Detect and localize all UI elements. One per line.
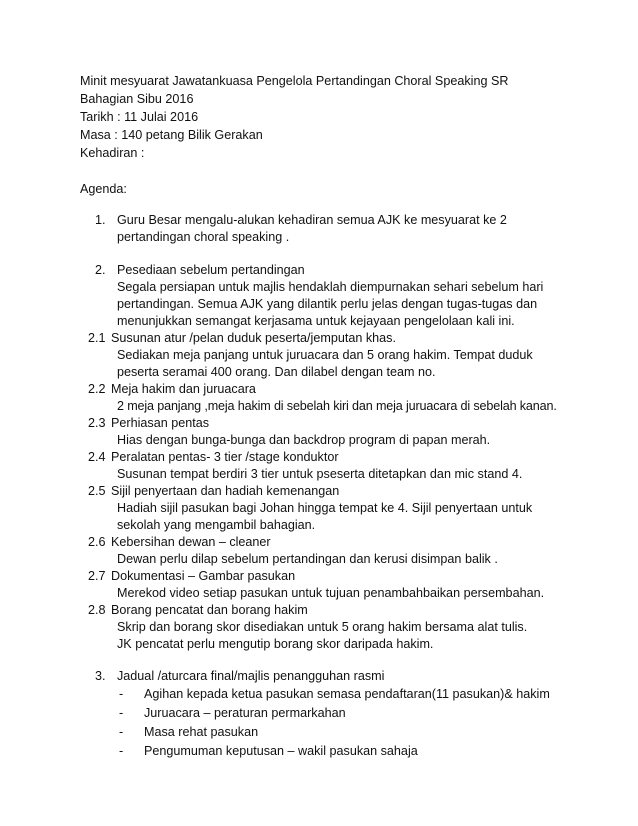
meeting-date: Tarikh : 11 Julai 2016	[80, 110, 199, 124]
agenda-item-line: pertandingan. Semua AJK yang dilantik perlu jelas dengan tugas-tugas dan	[117, 297, 538, 311]
subitem-number: 2.3	[88, 416, 106, 430]
subitem-number: 2.4	[88, 450, 106, 464]
meeting-subtitle: Bahagian Sibu 2016	[80, 92, 194, 106]
subitem-title: Sijil penyertaan dan hadiah kemenangan	[111, 484, 340, 498]
subitem-number: 2.8	[88, 603, 106, 617]
agenda-item-line: Pesediaan sebelum pertandingan	[117, 263, 305, 277]
subitem-title: Borang pencatat dan borang hakim	[111, 603, 308, 617]
subitem-number: 2.2	[88, 382, 106, 396]
agenda-item-title: Jadual /aturcara final/majlis penangguhan rasmi	[117, 669, 385, 683]
agenda-item-line: Guru Besar mengalu-alukan kehadiran semua AJK ke mesyuarat ke 2	[117, 213, 507, 227]
agenda-item-line: pertandingan choral speaking .	[117, 230, 290, 244]
meeting-title: Minit mesyuarat Jawatankuasa Pengelola Pertandingan Choral Speaking SR	[80, 74, 509, 88]
subitem-line: 2 meja panjang ,meja hakim di sebelah kiri dan meja juruacara di sebelah kanan.	[117, 399, 557, 413]
bullet-item: Masa rehat pasukan	[144, 725, 259, 739]
bullet-marker: -	[119, 744, 124, 758]
subitem-line: Hias dengan bunga-bunga dan backdrop program di papan merah.	[117, 433, 491, 447]
subitem-line: Hadiah sijil pasukan bagi Johan hingga tempat ke 4. Sijil penyertaan untuk	[117, 501, 533, 515]
subitem-title: Kebersihan dewan – cleaner	[111, 535, 271, 549]
subitem-title: Peralatan pentas- 3 tier /stage konduktor	[111, 450, 339, 464]
agenda-item-number: 3.	[95, 669, 106, 683]
subitem-title: Susunan atur /pelan duduk peserta/jemputan khas.	[111, 331, 396, 345]
subitem-number: 2.7	[88, 569, 106, 583]
bullet-item: Pengumuman keputusan – wakil pasukan sahaja	[144, 744, 418, 758]
subitem-line: sekolah yang mengambil bahagian.	[117, 518, 316, 532]
subitem-line: Sediakan meja panjang untuk juruacara dan 5 orang hakim. Tempat duduk	[117, 348, 533, 362]
bullet-marker: -	[119, 725, 124, 739]
agenda-label: Agenda:	[80, 182, 127, 196]
subitem-number: 2.5	[88, 484, 106, 498]
bullet-item: Juruacara – peraturan permarkahan	[144, 706, 346, 720]
agenda-item-line: menunjukkan semangat kerjasama untuk kejayaan pengelolaan kali ini.	[117, 314, 515, 328]
subitem-line: Merekod video setiap pasukan untuk tujuan penambahbaikan persembahan.	[117, 586, 545, 600]
subitem-number: 2.1	[88, 331, 106, 345]
subitem-line: Susunan tempat berdiri 3 tier untuk pseserta ditetapkan dan mic stand 4.	[117, 467, 523, 481]
bullet-item: Agihan kepada ketua pasukan semasa pendaftaran(11 pasukan)& hakim	[144, 687, 550, 701]
bullet-marker: -	[119, 706, 124, 720]
subitem-title: Meja hakim dan juruacara	[111, 382, 256, 396]
agenda-item-number: 2.	[95, 263, 106, 277]
bullet-marker: -	[119, 687, 124, 701]
subitem-number: 2.6	[88, 535, 106, 549]
subitem-line: Skrip dan borang skor disediakan untuk 5 orang hakim bersama alat tulis.	[117, 620, 528, 634]
subitem-line: Dewan perlu dilap sebelum pertandingan dan kerusi disimpan balik .	[117, 552, 498, 566]
meeting-attendance: Kehadiran :	[80, 146, 145, 160]
subitem-line: peserta seramai 400 orang. Dan dilabel dengan team no.	[117, 365, 436, 379]
meeting-time: Masa : 140 petang Bilik Gerakan	[80, 128, 263, 142]
subitem-line: JK pencatat perlu mengutip borang skor daripada hakim.	[117, 637, 434, 651]
agenda-item-number: 1.	[95, 213, 106, 227]
agenda-item-line: Segala persiapan untuk majlis hendaklah diempurnakan sehari sebelum hari	[117, 280, 544, 294]
subitem-title: Perhiasan pentas	[111, 416, 210, 430]
subitem-title: Dokumentasi – Gambar pasukan	[111, 569, 296, 583]
